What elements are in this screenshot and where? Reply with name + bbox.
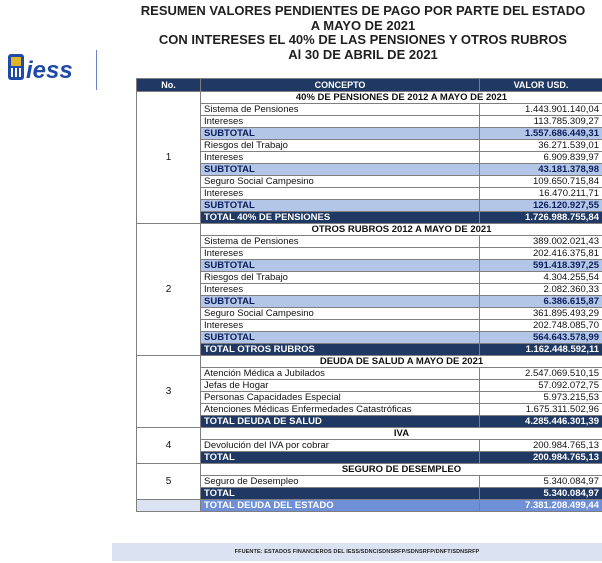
- table-body: [137, 92, 602, 512]
- logo-text: iess: [26, 57, 73, 84]
- total-value: 200.984.765,13: [480, 452, 602, 464]
- title-line-4: Al 30 DE ABRIL DE 2021: [288, 46, 438, 62]
- table-row: [137, 176, 602, 188]
- table-row: [137, 320, 602, 332]
- total-label: TOTAL: [201, 452, 480, 464]
- total-value: 5.340.084,97: [480, 488, 602, 500]
- valor-cell: 389.002.021,43: [480, 236, 602, 248]
- subtotal-row: [137, 164, 602, 176]
- section-title-row: [137, 92, 602, 104]
- column-header-no: No.: [137, 79, 201, 92]
- concepto-cell: Jefas de Hogar: [201, 380, 480, 392]
- title-line-2: A MAYO DE 2021: [310, 17, 416, 33]
- iess-logo: [6, 48, 88, 90]
- section-title: IVA: [201, 428, 602, 440]
- table-row: [137, 152, 602, 164]
- valor-cell: 4.304.255,54: [480, 272, 602, 284]
- valor-cell: 6.386.615,87: [480, 296, 602, 308]
- valor-cell: 1.675.311.502,96: [480, 404, 602, 416]
- concepto-cell: Intereses: [201, 188, 480, 200]
- section-number: 4: [137, 428, 201, 464]
- section-total-row: [137, 488, 602, 500]
- logo-divider: [96, 50, 97, 90]
- section-total-row: [137, 452, 602, 464]
- concepto-cell: Riesgos del Trabajo: [201, 140, 480, 152]
- concepto-cell: Personas Capacidades Especial: [201, 392, 480, 404]
- concepto-cell: Atención Médica a Jubilados: [201, 368, 480, 380]
- section-title: 40% DE PENSIONES DE 2012 A MAYO DE 2021: [201, 92, 602, 104]
- section-number: 1: [137, 92, 201, 224]
- table-row: [137, 140, 602, 152]
- section-title: OTROS RUBROS 2012 A MAYO DE 2021: [201, 224, 602, 236]
- valor-cell: 6.909.839,97: [480, 152, 602, 164]
- section-number: 2: [137, 224, 201, 356]
- table-row: [137, 404, 602, 416]
- valor-cell: 113.785.309,27: [480, 116, 602, 128]
- concepto-cell: Seguro de Desempleo: [201, 476, 480, 488]
- valor-cell: 202.748.085,70: [480, 320, 602, 332]
- grand-total-value: 7.381.208.499,44: [480, 500, 602, 512]
- valor-cell: 202.416.375,81: [480, 248, 602, 260]
- table-header-row: [137, 79, 602, 92]
- section-number: 5: [137, 464, 201, 500]
- section-title-row: [137, 224, 602, 236]
- valor-cell: 1.557.686.449,31: [480, 128, 602, 140]
- table-row: [137, 248, 602, 260]
- table-row: [137, 188, 602, 200]
- total-label: TOTAL: [201, 488, 480, 500]
- report-title: [128, 4, 598, 62]
- total-label: TOTAL OTROS RUBROS: [201, 344, 480, 356]
- valor-cell: 36.271.539,01: [480, 140, 602, 152]
- valor-cell: 200.984.765,13: [480, 440, 602, 452]
- section-total-row: [137, 416, 602, 428]
- grand-total-row: [137, 500, 602, 512]
- concepto-cell: SUBTOTAL: [201, 128, 480, 140]
- total-value: 4.285.446.301,39: [480, 416, 602, 428]
- concepto-cell: Intereses: [201, 116, 480, 128]
- concepto-cell: SUBTOTAL: [201, 260, 480, 272]
- table-row: [137, 476, 602, 488]
- valor-cell: 16.470.211,71: [480, 188, 602, 200]
- valor-cell: 361.895.493,29: [480, 308, 602, 320]
- table-row: [137, 380, 602, 392]
- section-title-row: [137, 356, 602, 368]
- title-line-1: RESUMEN VALORES PENDIENTES DE PAGO POR PARTE DEL ESTADO: [140, 3, 586, 18]
- table-row: [137, 116, 602, 128]
- concepto-cell: Atenciones Médicas Enfermedades Catastróficas: [201, 404, 480, 416]
- section-title-row: [137, 464, 602, 476]
- concepto-cell: SUBTOTAL: [201, 164, 480, 176]
- section-title-row: [137, 428, 602, 440]
- valor-cell: 109.650.715,84: [480, 176, 602, 188]
- concepto-cell: Devolución del IVA por cobrar: [201, 440, 480, 452]
- subtotal-row: [137, 200, 602, 212]
- total-value: 1.726.988.755,84: [480, 212, 602, 224]
- debt-summary-table-wrapper: [136, 78, 602, 512]
- total-value: 1.162.448.592,11: [480, 344, 602, 356]
- valor-cell: 43.181.378,98: [480, 164, 602, 176]
- grand-total-spacer: [137, 500, 201, 512]
- total-label: TOTAL 40% DE PENSIONES: [201, 212, 480, 224]
- subtotal-row: [137, 296, 602, 308]
- table-row: [137, 368, 602, 380]
- concepto-cell: Intereses: [201, 152, 480, 164]
- table-row: [137, 284, 602, 296]
- section-number: 3: [137, 356, 201, 428]
- subtotal-row: [137, 260, 602, 272]
- concepto-cell: Intereses: [201, 248, 480, 260]
- concepto-cell: Intereses: [201, 320, 480, 332]
- valor-cell: 126.120.927,55: [480, 200, 602, 212]
- section-total-row: [137, 344, 602, 356]
- subtotal-row: [137, 332, 602, 344]
- valor-cell: 564.643.578,99: [480, 332, 602, 344]
- concepto-cell: Sistema de Pensiones: [201, 236, 480, 248]
- source-footnote: FFUENTE: ESTADOS FINANCIEROS DEL IESS/SDNC/SDNSRFP/SDNSRFP/DNFT/SDNSRFP: [112, 543, 602, 561]
- table-row: [137, 440, 602, 452]
- subtotal-row: [137, 128, 602, 140]
- table-row: [137, 392, 602, 404]
- column-header-concepto: CONCEPTO: [201, 79, 480, 92]
- table-row: [137, 104, 602, 116]
- table-row: [137, 236, 602, 248]
- section-total-row: [137, 212, 602, 224]
- section-title: SEGURO DE DESEMPLEO: [201, 464, 602, 476]
- valor-cell: 57.092.072,75: [480, 380, 602, 392]
- grand-total-label: TOTAL DEUDA DEL ESTADO: [201, 500, 480, 512]
- valor-cell: 1.443.901.140,04: [480, 104, 602, 116]
- concepto-cell: Riesgos del Trabajo: [201, 272, 480, 284]
- debt-summary-table: [136, 78, 602, 512]
- concepto-cell: Seguro Social Campesino: [201, 308, 480, 320]
- section-title: DEUDA DE SALUD A MAYO DE 2021: [201, 356, 602, 368]
- title-line-3: CON INTERESES EL 40% DE LAS PENSIONES Y OTROS RUBROS: [158, 32, 568, 47]
- valor-cell: 5.973.215,53: [480, 392, 602, 404]
- concepto-cell: SUBTOTAL: [201, 200, 480, 212]
- valor-cell: 5.340.084,97: [480, 476, 602, 488]
- concepto-cell: Intereses: [201, 284, 480, 296]
- concepto-cell: SUBTOTAL: [201, 296, 480, 308]
- concepto-cell: Sistema de Pensiones: [201, 104, 480, 116]
- table-row: [137, 272, 602, 284]
- valor-cell: 2.082.360,33: [480, 284, 602, 296]
- concepto-cell: Seguro Social Campesino: [201, 176, 480, 188]
- table-row: [137, 308, 602, 320]
- concepto-cell: SUBTOTAL: [201, 332, 480, 344]
- column-header-valor: VALOR USD.: [480, 79, 602, 92]
- valor-cell: 591.418.397,25: [480, 260, 602, 272]
- valor-cell: 2.547.069.510,15: [480, 368, 602, 380]
- total-label: TOTAL DEUDA DE SALUD: [201, 416, 480, 428]
- iess-shield-icon: [6, 48, 88, 90]
